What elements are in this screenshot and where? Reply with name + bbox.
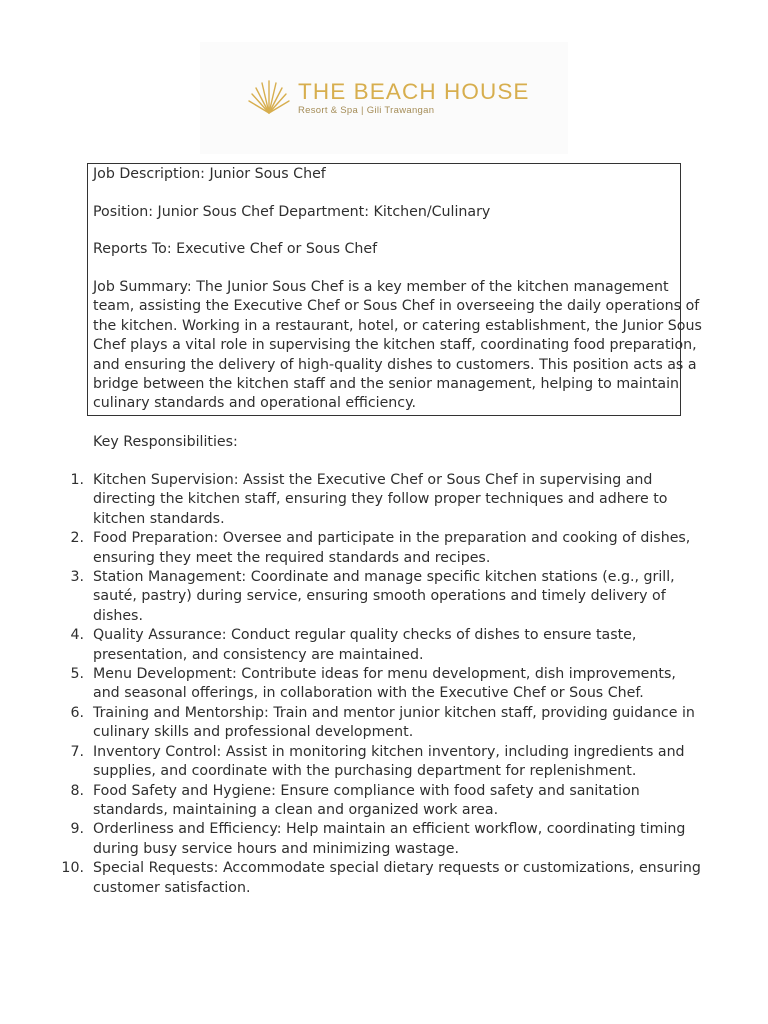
- summary-line: bridge between the kitchen staff and the senior management, helping to maintain: [93, 376, 679, 393]
- reports-to-line: Reports To: Executive Chef or Sous Chef: [93, 241, 378, 257]
- list-item-text: supplies, and coordinate with the purchasing department for replenishment.: [93, 763, 637, 780]
- list-item-text: Training and Mentorship: Train and mentor junior kitchen staff, providing guidance in: [93, 704, 695, 721]
- list-number: 10.: [61, 860, 84, 877]
- list-item: [60, 626, 700, 665]
- list-item: [60, 471, 700, 529]
- brand-name: THE BEACH HOUSE: [298, 78, 530, 104]
- list-item-text: Inventory Control: Assist in monitoring kitchen inventory, including ingredients and: [93, 743, 685, 760]
- list-number: 6.: [70, 704, 84, 721]
- summary-line: team, assisting the Executive Chef or Sous Chef in overseeing the daily operations of: [93, 298, 700, 315]
- list-number: 7.: [70, 743, 84, 760]
- list-number: 3.: [70, 569, 84, 586]
- responsibilities-list: [60, 471, 700, 898]
- list-item-text: Orderliness and Efficiency: Help maintain an efficient workflow, coordinating timing: [93, 821, 686, 838]
- list-number: 9.: [70, 821, 84, 838]
- list-item: [60, 782, 700, 821]
- brand-logo: [246, 80, 530, 116]
- summary-line: the kitchen. Working in a restaurant, hotel, or catering establishment, the Junior Sous: [93, 317, 702, 334]
- summary-line: culinary standards and operational efficiency.: [93, 395, 416, 412]
- list-item-text: Food Preparation: Oversee and participate in the preparation and cooking of dishes,: [93, 530, 691, 547]
- sunburst-fan-icon: [246, 80, 292, 116]
- summary-line: Chef plays a vital role in supervising the kitchen staff, coordinating food preparation,: [93, 337, 697, 354]
- list-item-text: directing the kitchen staff, ensuring they follow proper techniques and adhere to: [93, 491, 668, 508]
- responsibilities-heading: Key Responsibilities:: [93, 434, 238, 450]
- list-item: [60, 568, 700, 626]
- list-item-text: Menu Development: Contribute ideas for menu development, dish improvements,: [93, 666, 676, 683]
- list-item-text: kitchen standards.: [93, 510, 225, 527]
- list-number: 4.: [70, 627, 84, 644]
- list-item: [60, 820, 700, 859]
- list-item-text: and seasonal offerings, in collaboration with the Executive Chef or Sous Chef.: [93, 685, 644, 702]
- list-item-text: ensuring they meet the required standards and recipes.: [93, 549, 491, 566]
- list-item-text: standards, maintaining a clean and organized work area.: [93, 801, 499, 818]
- brand-tagline: Resort & Spa | Gili Trawangan: [298, 105, 435, 116]
- list-item: [60, 704, 700, 743]
- list-item: [60, 665, 700, 704]
- document-title: Job Description: Junior Sous Chef: [93, 166, 326, 182]
- list-item-text: culinary skills and professional development.: [93, 724, 414, 741]
- list-number: 2.: [70, 530, 84, 547]
- summary-line: Job Summary: The Junior Sous Chef is a key member of the kitchen management: [93, 279, 669, 295]
- list-number: 1.: [70, 472, 84, 488]
- list-item-text: customer satisfaction.: [93, 879, 251, 896]
- list-number: 8.: [70, 782, 84, 799]
- list-item-text: during busy service hours and minimizing wastage.: [93, 840, 460, 857]
- list-item: [60, 859, 700, 898]
- list-item-text: Food Safety and Hygiene: Ensure compliance with food safety and sanitation: [93, 782, 640, 799]
- list-number: 5.: [70, 666, 84, 683]
- list-item-text: Special Requests: Accommodate special dietary requests or customizations, ensuring: [93, 860, 701, 877]
- list-item-text: presentation, and consistency are maintained.: [93, 646, 424, 663]
- list-item-text: Quality Assurance: Conduct regular quality checks of dishes to ensure taste,: [93, 627, 637, 644]
- list-item: [60, 743, 700, 782]
- summary-line: and ensuring the delivery of high-quality dishes to customers. This position acts as a: [93, 356, 697, 373]
- position-line: Position: Junior Sous Chef Department: Kitchen/Culinary: [93, 204, 491, 220]
- job-summary-paragraph: [93, 278, 702, 414]
- list-item-text: sauté, pastry) during service, ensuring smooth operations and timely delivery of: [93, 588, 666, 605]
- list-item-text: Station Management: Coordinate and manage specific kitchen stations (e.g., grill,: [93, 569, 675, 586]
- list-item-text: dishes.: [93, 607, 143, 624]
- list-item-text: Kitchen Supervision: Assist the Executive Chef or Sous Chef in supervising and: [93, 472, 653, 488]
- list-item: [60, 529, 700, 568]
